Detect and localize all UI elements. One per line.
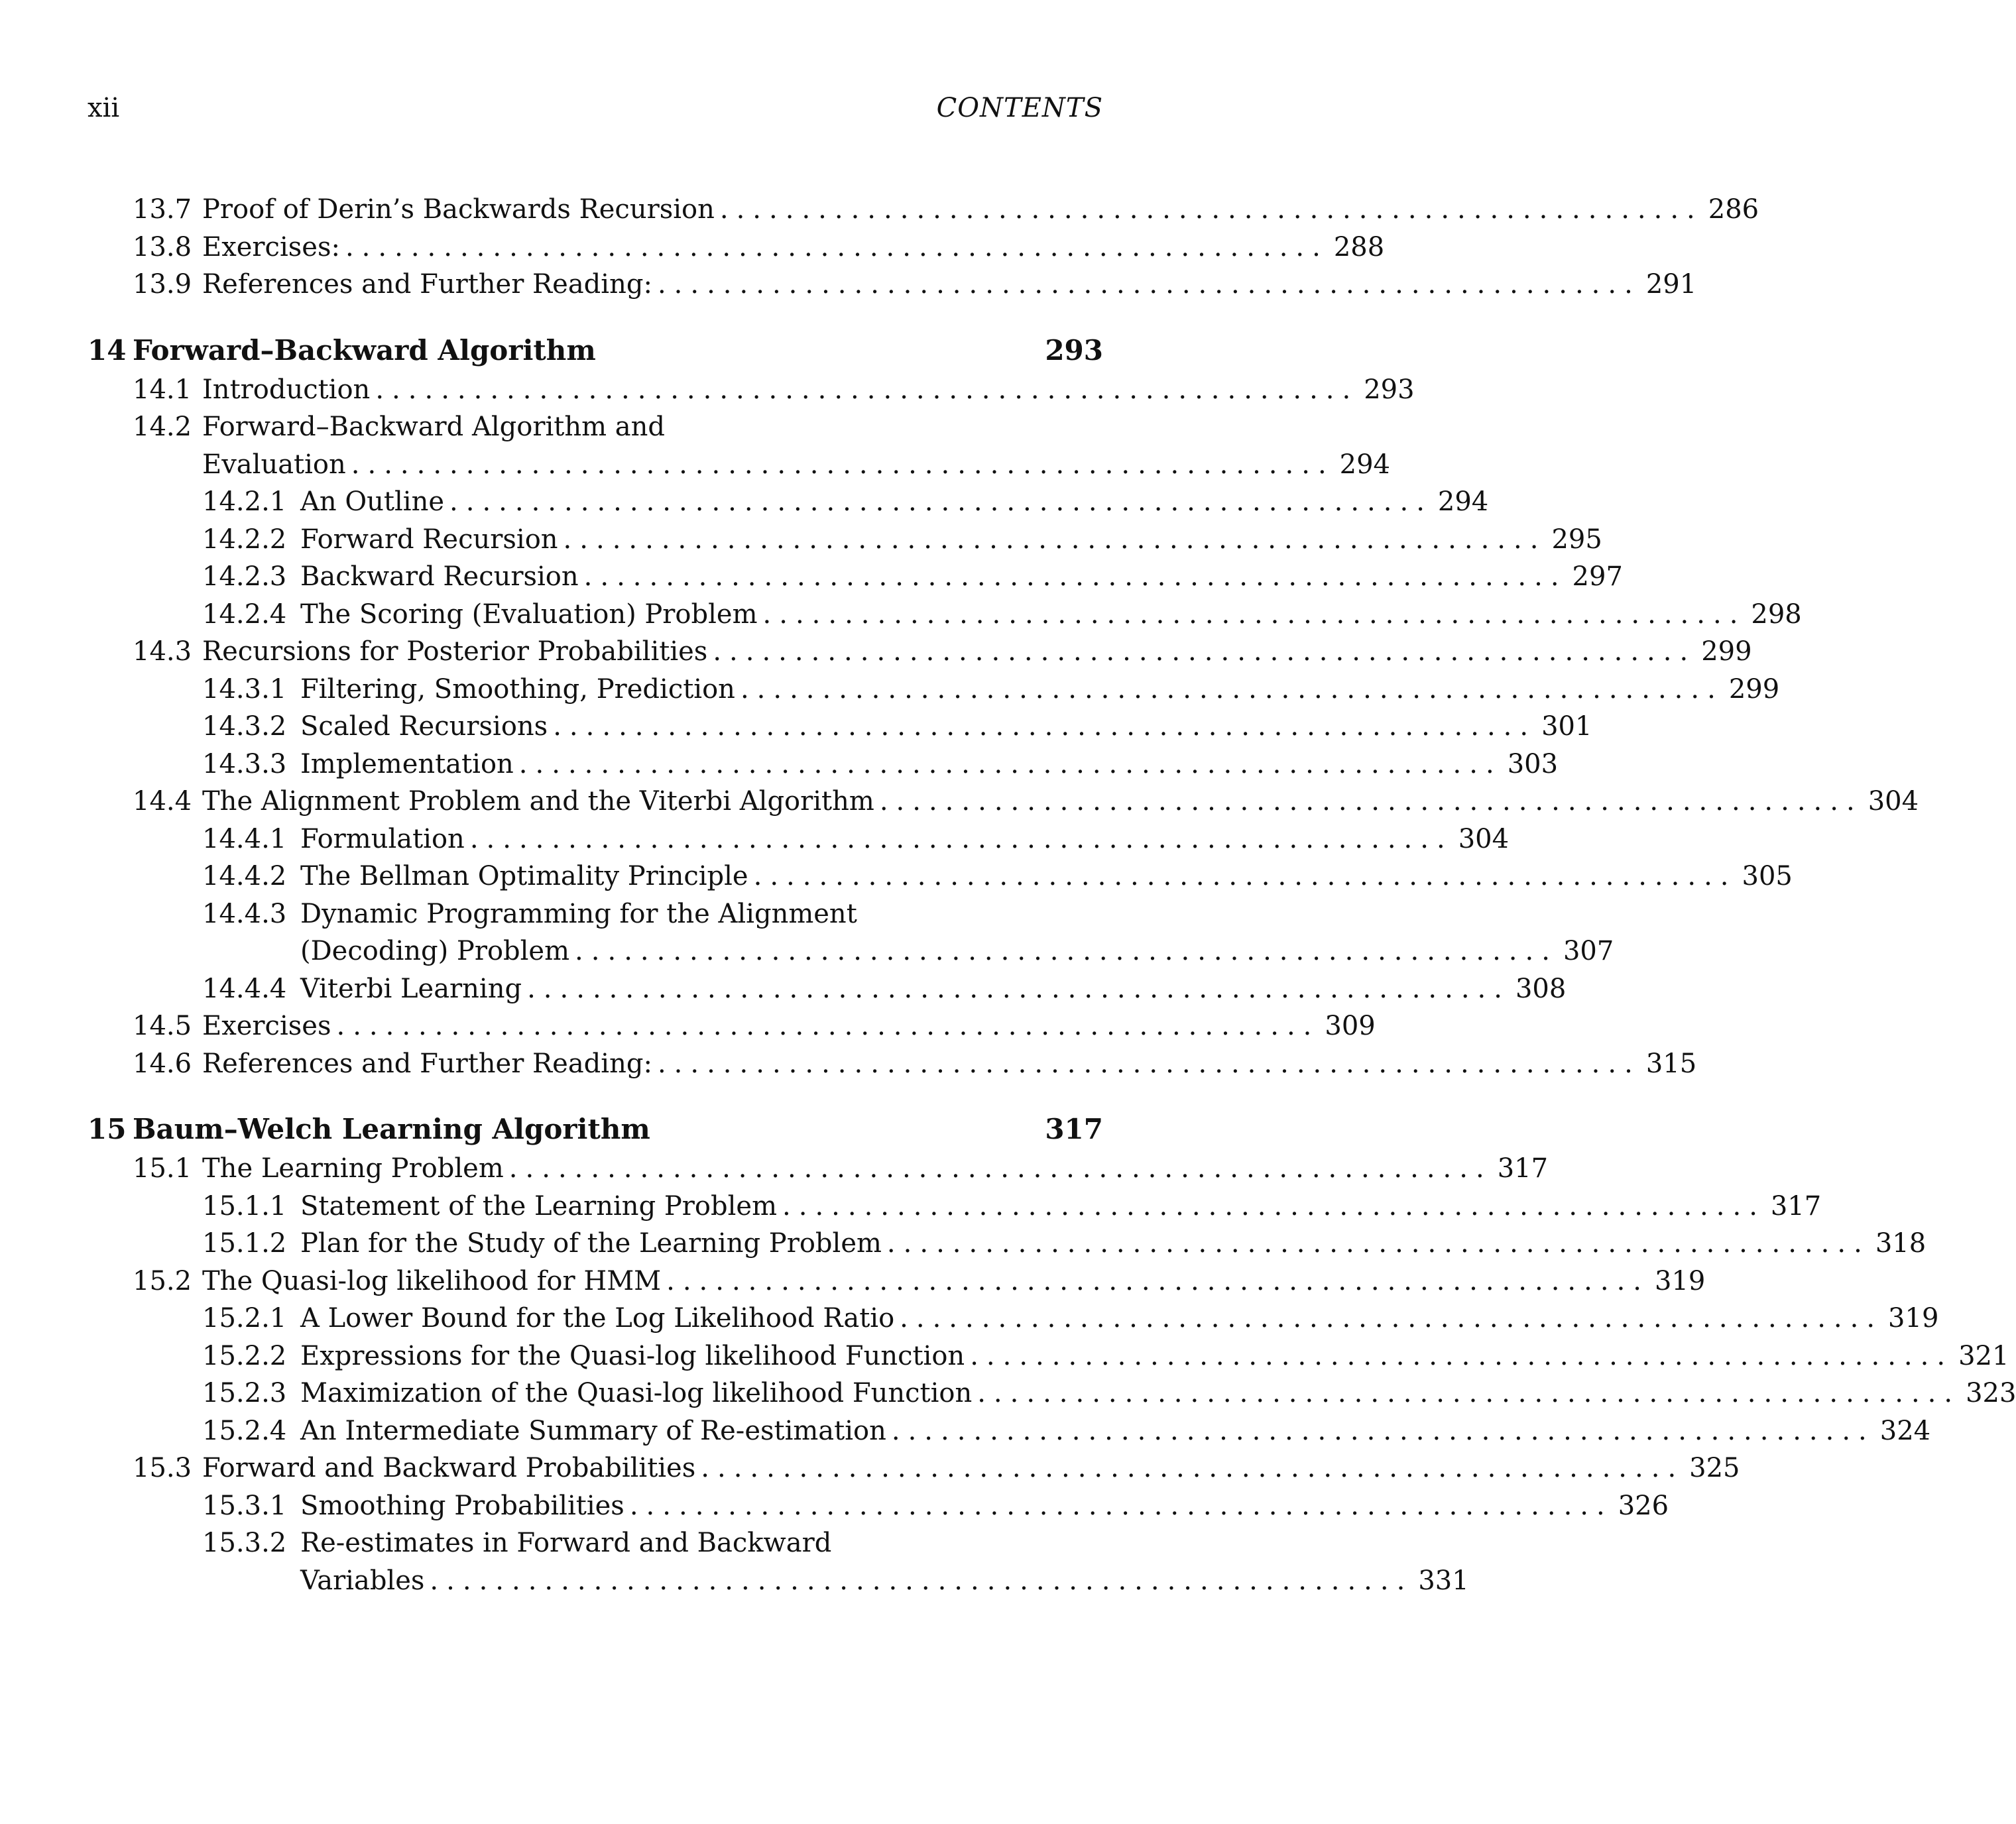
section-number: 15.2 xyxy=(133,1265,192,1296)
subsection-number: 15.3.2 xyxy=(202,1528,287,1558)
subsection-title: Expressions for the Quasi-log likelihood Function xyxy=(300,1340,965,1371)
subsection-title: Scaled Recursions xyxy=(300,711,548,742)
leader-dots: ............................................................ xyxy=(583,561,1567,592)
page-ref: 317 xyxy=(1770,1190,1822,1222)
toc-entry-14-4-2 xyxy=(88,858,1793,895)
section-title: Introduction xyxy=(202,374,371,405)
section-title: The Quasi-log likelihood for HMM xyxy=(202,1265,662,1296)
leader-dots: ............................................................ xyxy=(527,973,1510,1004)
section-number: 14.4 xyxy=(133,786,192,817)
leader-dots: ............................................................ xyxy=(518,748,1502,779)
section-title: References and Further Reading: xyxy=(202,269,652,300)
toc-entry-15-3 xyxy=(88,1450,1740,1487)
section-number: 14.1 xyxy=(133,374,192,405)
subsection-number: 14.2.2 xyxy=(202,524,287,555)
page-ref: 323 xyxy=(1966,1378,2016,1408)
page-ref: 319 xyxy=(1655,1265,1706,1296)
section-number: 14.3 xyxy=(133,636,192,667)
subsection-title: Statement of the Learning Problem xyxy=(300,1190,778,1222)
page-ref: 331 xyxy=(1418,1565,1469,1596)
subsection-title: An Intermediate Summary of Re-estimation xyxy=(300,1415,886,1446)
leader-dots: ............................................................ xyxy=(553,711,1537,742)
chapter-number: 15 xyxy=(88,1113,127,1145)
section-title: Recursions for Posterior Probabilities xyxy=(202,636,708,667)
section-title: Forward–Backward Algorithm and xyxy=(202,412,665,442)
leader-dots: ............................................................ xyxy=(345,231,1329,262)
section-title-continued: Evaluation xyxy=(202,449,346,480)
page-ref: 318 xyxy=(1875,1228,1927,1259)
running-title: CONTENTS xyxy=(936,93,1103,123)
leader-dots: ............................................................ xyxy=(762,598,1746,630)
section-number: 13.9 xyxy=(133,269,192,300)
subsection-number: 15.1.2 xyxy=(202,1228,287,1259)
subsection-title: An Outline xyxy=(300,486,445,517)
leader-dots: ............................................................ xyxy=(900,1303,1883,1334)
page-ref: 303 xyxy=(1507,748,1559,779)
page-ref: 305 xyxy=(1742,861,1793,891)
leader-dots: ............................................................ xyxy=(666,1265,1649,1296)
subsection-number: 15.2.1 xyxy=(202,1303,287,1334)
chapter-title: Baum–Welch Learning Algorithm xyxy=(133,1113,650,1145)
page-number: xii xyxy=(88,93,120,123)
page-ref: 286 xyxy=(1708,194,1759,225)
leader-dots: ............................................................ xyxy=(351,449,1334,480)
page-ref: 315 xyxy=(1645,1048,1697,1079)
toc-entry-14-2 xyxy=(88,408,1103,446)
page-ref: 324 xyxy=(1879,1415,1931,1446)
section-number: 14.6 xyxy=(133,1048,192,1079)
leader-dots: ............................................................ xyxy=(508,1153,1492,1184)
leader-dots: ............................................................ xyxy=(740,673,1724,705)
toc-entry-14-2-continued xyxy=(88,446,1391,484)
page-ref: 326 xyxy=(1618,1490,1669,1521)
toc-entry-14-2-1 xyxy=(88,483,1489,521)
toc-entry-14-4 xyxy=(88,783,1919,821)
subsection-title: Viterbi Learning xyxy=(300,973,522,1004)
subsection-title: Plan for the Study of the Learning Problem xyxy=(300,1228,882,1259)
toc-entry-14-6 xyxy=(88,1045,1697,1083)
toc-entry-14-1 xyxy=(88,371,1415,409)
page-ref: 321 xyxy=(1958,1340,2009,1371)
toc-entry-14-5 xyxy=(88,1007,1376,1045)
table-of-contents xyxy=(88,191,2016,1599)
section-title: Exercises xyxy=(202,1011,331,1041)
subsection-number: 14.2.1 xyxy=(202,486,287,517)
page-ref: 317 xyxy=(1497,1153,1549,1184)
page-ref: 295 xyxy=(1551,524,1602,555)
page-ref: 304 xyxy=(1458,823,1510,854)
page-ref: 299 xyxy=(1728,673,1780,705)
leader-dots: ............................................................ xyxy=(719,194,1703,225)
toc-entry-14-4-3-continued xyxy=(88,933,1614,970)
leader-dots: ............................................................ xyxy=(430,1565,1413,1596)
subsection-number: 14.4.1 xyxy=(202,823,287,854)
subsection-number: 15.3.1 xyxy=(202,1490,287,1521)
section-number: 15.3 xyxy=(133,1453,192,1483)
subsection-title: Re-estimates in Forward and Backward xyxy=(300,1528,832,1558)
leader-dots: ............................................................ xyxy=(886,1228,1870,1259)
subsection-number: 14.2.4 xyxy=(202,598,287,630)
page-ref: 325 xyxy=(1689,1453,1740,1483)
leader-dots: ............................................................ xyxy=(575,936,1558,966)
subsection-number: 15.1.1 xyxy=(202,1190,287,1222)
leader-dots: ............................................................ xyxy=(713,636,1696,667)
subsection-title: Dynamic Programming for the Alignment xyxy=(300,898,857,929)
toc-entry-14-4-4 xyxy=(88,970,1567,1008)
toc-entry-14-3-1 xyxy=(88,671,1780,709)
page-ref: 298 xyxy=(1751,598,1802,630)
leader-dots: ............................................................ xyxy=(563,524,1547,555)
toc-entry-15-2-1 xyxy=(88,1300,1939,1338)
toc-entry-15-1 xyxy=(88,1150,1549,1188)
toc-entry-15-3-2 xyxy=(88,1524,1103,1562)
section-number: 14.5 xyxy=(133,1011,192,1041)
leader-dots: ............................................................ xyxy=(657,269,1641,300)
page-ref: 307 xyxy=(1563,936,1614,966)
page-ref: 304 xyxy=(1868,786,1919,817)
toc-entry-15-1-1 xyxy=(88,1188,1822,1226)
subsection-number: 15.2.4 xyxy=(202,1415,287,1446)
page-ref: 301 xyxy=(1541,711,1592,742)
page-ref: 293 xyxy=(1364,374,1415,405)
subsection-title: The Scoring (Evaluation) Problem xyxy=(300,598,758,630)
toc-entry-15-3-1 xyxy=(88,1487,1669,1525)
toc-entry-14-2-2 xyxy=(88,521,1602,559)
leader-dots: ............................................................ xyxy=(375,374,1359,405)
toc-entry-13-7 xyxy=(88,191,1759,229)
page-ref: 288 xyxy=(1333,231,1385,262)
subsection-title: Smoothing Probabilities xyxy=(300,1490,624,1521)
page-ref: 297 xyxy=(1572,561,1623,592)
section-number: 15.1 xyxy=(133,1153,192,1184)
section-title: Proof of Derin’s Backwards Recursion xyxy=(202,194,715,225)
leader-dots: ............................................................ xyxy=(701,1453,1685,1483)
page-ref: 317 xyxy=(1045,1113,1103,1145)
section-title: Forward and Backward Probabilities xyxy=(202,1453,696,1483)
page-ref: 293 xyxy=(1045,333,1103,367)
subsection-title: Formulation xyxy=(300,823,465,854)
section-title: The Learning Problem xyxy=(202,1153,504,1184)
section-title: Exercises: xyxy=(202,231,340,262)
running-head xyxy=(88,93,1103,123)
toc-entry-14-2-3 xyxy=(88,558,1623,596)
subsection-number: 14.3.3 xyxy=(202,748,287,779)
subsection-title: A Lower Bound for the Log Likelihood Ratio xyxy=(300,1303,895,1334)
subsection-number: 14.3.1 xyxy=(202,673,287,705)
subsection-number: 14.4.2 xyxy=(202,861,287,891)
toc-entry-15-2 xyxy=(88,1263,1706,1300)
leader-dots: ............................................................ xyxy=(977,1378,1961,1408)
subsection-title: Filtering, Smoothing, Prediction xyxy=(300,673,735,705)
subsection-number: 14.4.3 xyxy=(202,898,287,929)
toc-entry-15-1-2 xyxy=(88,1225,1927,1263)
toc-entry-14-3 xyxy=(88,633,1752,671)
subsection-number: 14.3.2 xyxy=(202,711,287,742)
subsection-title: Backward Recursion xyxy=(300,561,579,592)
page-ref: 299 xyxy=(1701,636,1752,667)
toc-entry-13-8 xyxy=(88,229,1385,266)
subsection-title: Implementation xyxy=(300,748,514,779)
subsection-number: 14.2.3 xyxy=(202,561,287,592)
toc-entry-15-3-2-continued xyxy=(88,1562,1469,1600)
toc-entry-14-3-3 xyxy=(88,746,1559,783)
subsection-number: 15.2.3 xyxy=(202,1378,287,1408)
section-number: 14.2 xyxy=(133,412,192,442)
toc-entry-14-4-1 xyxy=(88,821,1510,858)
toc-entry-14-2-4 xyxy=(88,596,1802,634)
leader-dots: ............................................................ xyxy=(753,861,1737,891)
subsection-number: 14.4.4 xyxy=(202,973,287,1004)
page-ref: 308 xyxy=(1515,973,1567,1004)
toc-entry-15-2-2 xyxy=(88,1338,2009,1375)
leader-dots: ............................................................ xyxy=(891,1415,1875,1446)
section-title: References and Further Reading: xyxy=(202,1048,652,1079)
page-ref: 319 xyxy=(1888,1303,1939,1334)
chapter-15-heading xyxy=(88,1109,1103,1150)
subsection-number: 15.2.2 xyxy=(202,1340,287,1371)
page-ref: 291 xyxy=(1645,269,1697,300)
leader-dots: ............................................................ xyxy=(629,1490,1613,1521)
subsection-title: Forward Recursion xyxy=(300,524,558,555)
leader-dots: ............................................................ xyxy=(970,1340,1954,1371)
toc-entry-14-3-2 xyxy=(88,708,1592,746)
leader-dots: ............................................................ xyxy=(449,486,1433,517)
chapter-14-heading xyxy=(88,330,1103,371)
toc-entry-15-2-4 xyxy=(88,1412,1931,1450)
toc-entry-14-4-3 xyxy=(88,895,1103,933)
page-ref: 294 xyxy=(1339,449,1391,480)
leader-dots: ............................................................ xyxy=(336,1011,1320,1041)
leader-dots: ............................................................ xyxy=(782,1190,1765,1222)
toc-entry-15-2-3 xyxy=(88,1375,2016,1412)
page-ref: 294 xyxy=(1437,486,1489,517)
leader-dots: ............................................................ xyxy=(879,786,1863,817)
subsection-title-continued: (Decoding) Problem xyxy=(300,936,570,966)
subsection-title-continued: Variables xyxy=(300,1565,425,1596)
subsection-title: The Bellman Optimality Principle xyxy=(300,861,748,891)
section-number: 13.8 xyxy=(133,231,192,262)
section-title: The Alignment Problem and the Viterbi Algorithm xyxy=(202,786,874,817)
chapter-number: 14 xyxy=(88,333,127,367)
chapter-title: Forward–Backward Algorithm xyxy=(133,333,596,367)
subsection-title: Maximization of the Quasi-log likelihood Function xyxy=(300,1378,973,1408)
leader-dots: ............................................................ xyxy=(469,823,1453,854)
section-number: 13.7 xyxy=(133,194,192,225)
toc-entry-13-9 xyxy=(88,266,1697,304)
page-ref: 309 xyxy=(1325,1011,1376,1041)
leader-dots: ............................................................ xyxy=(657,1048,1641,1079)
